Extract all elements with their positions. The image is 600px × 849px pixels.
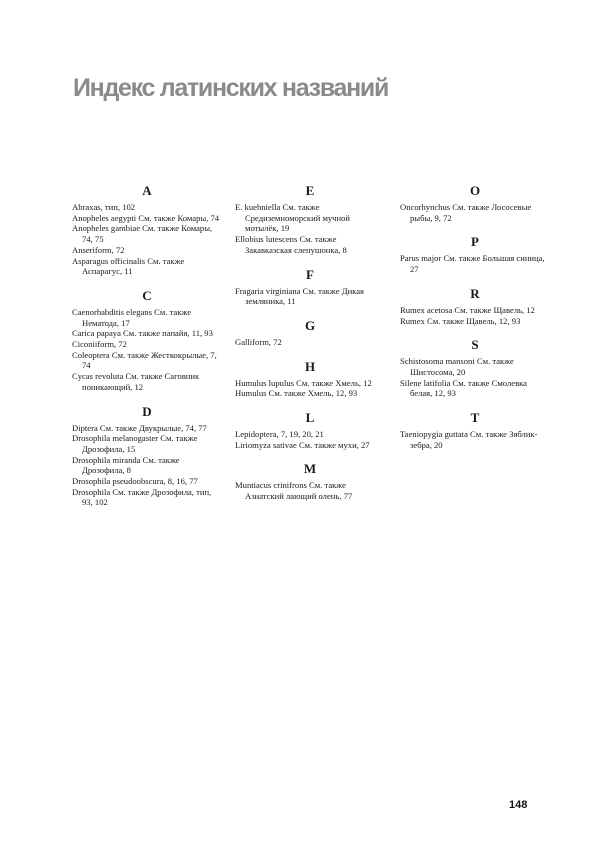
index-entry: Anopheles aegypti См. также Комары, 74 — [72, 212, 220, 223]
section-letter: H — [304, 358, 316, 374]
section-letter: O — [469, 183, 481, 198]
section-P — [400, 235, 550, 274]
section-letter: A — [142, 183, 152, 198]
index-entry: Diptera См. также Двукрылые, 74, 77 — [72, 422, 207, 433]
section-letter: M — [303, 461, 317, 477]
index-entry: Carica papaya См. также папайя, 11, 93 — [72, 328, 213, 339]
section-letter: R — [470, 285, 480, 301]
section-letter: L — [305, 410, 315, 426]
section-letter: G — [304, 317, 316, 333]
section-R — [400, 287, 550, 326]
section-F — [235, 268, 385, 307]
index-entry: Asparagus officinalis См. также Аспарагус, 11 — [72, 255, 185, 277]
section-letter: C — [142, 287, 152, 303]
section-M — [235, 462, 385, 501]
index-entry: Caenorhabditis elegans См. также Нематода, 17 — [72, 306, 192, 328]
section-G — [235, 319, 385, 348]
index-entry: Abraxas, тип, 102 — [72, 202, 136, 212]
index-entry: Rumex acetosa См. также Щавель, 12 — [400, 304, 535, 315]
index-entry: E. kuehniella См. также Средиземноморский мучной мотылёк, 19 — [235, 202, 351, 234]
index-entry: Anseriform, 72 — [72, 244, 125, 255]
index-column-1 — [72, 184, 222, 508]
index-entry: Cycas revoluta См. также Саговник поникающий, 12 — [72, 371, 200, 392]
index-entry: Coleoptera См. также Жесткокрылые, 7, 74 — [72, 349, 217, 371]
index-entry: Humulus lupulus См. также Хмель, 12 — [235, 377, 372, 388]
index-entry: Ciconiiform, 72 — [72, 339, 127, 350]
index-entry: Fragaria virginiana См. также Дикая земляника, 11 — [235, 285, 364, 307]
section-C — [72, 289, 222, 393]
section-letter: S — [471, 337, 479, 353]
index-entry: Galliform, 72 — [235, 336, 282, 347]
index-column-2 — [235, 184, 385, 502]
index-entry: Silene latifolia См. также Смолевка белая, 12, 93 — [400, 377, 527, 399]
section-letter: D — [142, 403, 152, 419]
section-A — [72, 184, 222, 277]
index-entry: Ellobius lutescens См. также Закавказская слепушонка, 8 — [235, 234, 347, 255]
section-letter: P — [471, 234, 479, 250]
index-column-3 — [400, 184, 550, 450]
index-entry: Taeniopygia guttata См. также Зяблик-зебра, 20 — [400, 429, 538, 450]
section-E — [235, 184, 385, 256]
index-entry: Drosophila miranda См. также Дрозофила, 8 — [72, 454, 180, 476]
index-entry: Humulus См. также Хмель, 12, 93 — [235, 388, 358, 399]
index-entry: Rumex См. также Щавель, 12, 93 — [400, 315, 521, 326]
section-T — [400, 411, 550, 450]
index-entry: Oncorhynchus См. также Лососевые рыбы, 9, 72 — [400, 202, 532, 223]
section-L — [235, 411, 385, 450]
section-D — [72, 405, 222, 509]
index-entry: Anopheles gambiae См. также Комары, 74, 75 — [72, 223, 213, 245]
page-title: Индекс латинских названий — [73, 74, 389, 102]
index-entry: Lepidoptera, 7, 19, 20, 21 — [235, 429, 324, 440]
section-H — [235, 360, 385, 399]
section-letter: F — [306, 266, 314, 282]
index-entry: Drosophila melanogaster См. также Дрозофила, 15 — [72, 433, 198, 454]
section-S — [400, 338, 550, 399]
index-entry: Muntiacus crinifrons См. также Азиатский лающий олень, 77 — [235, 480, 353, 502]
page-number: 148 — [509, 799, 528, 811]
index-entry: Drosophila См. также Дрозофила, тип, 93, 102 — [72, 486, 212, 508]
section-O — [400, 184, 550, 223]
index-entry: Parus major См. также Большая синица, 27 — [400, 253, 545, 275]
index-entry: Liriomyza sativae См. также мухи, 27 — [235, 439, 370, 450]
section-letter: E — [305, 183, 315, 198]
index-entry: Drosophila pseudoobscura, 8, 16, 77 — [72, 476, 198, 487]
index-entry: Schistosoma mansoni См. также Шистосома, 20 — [400, 356, 514, 377]
section-letter: T — [470, 410, 480, 426]
